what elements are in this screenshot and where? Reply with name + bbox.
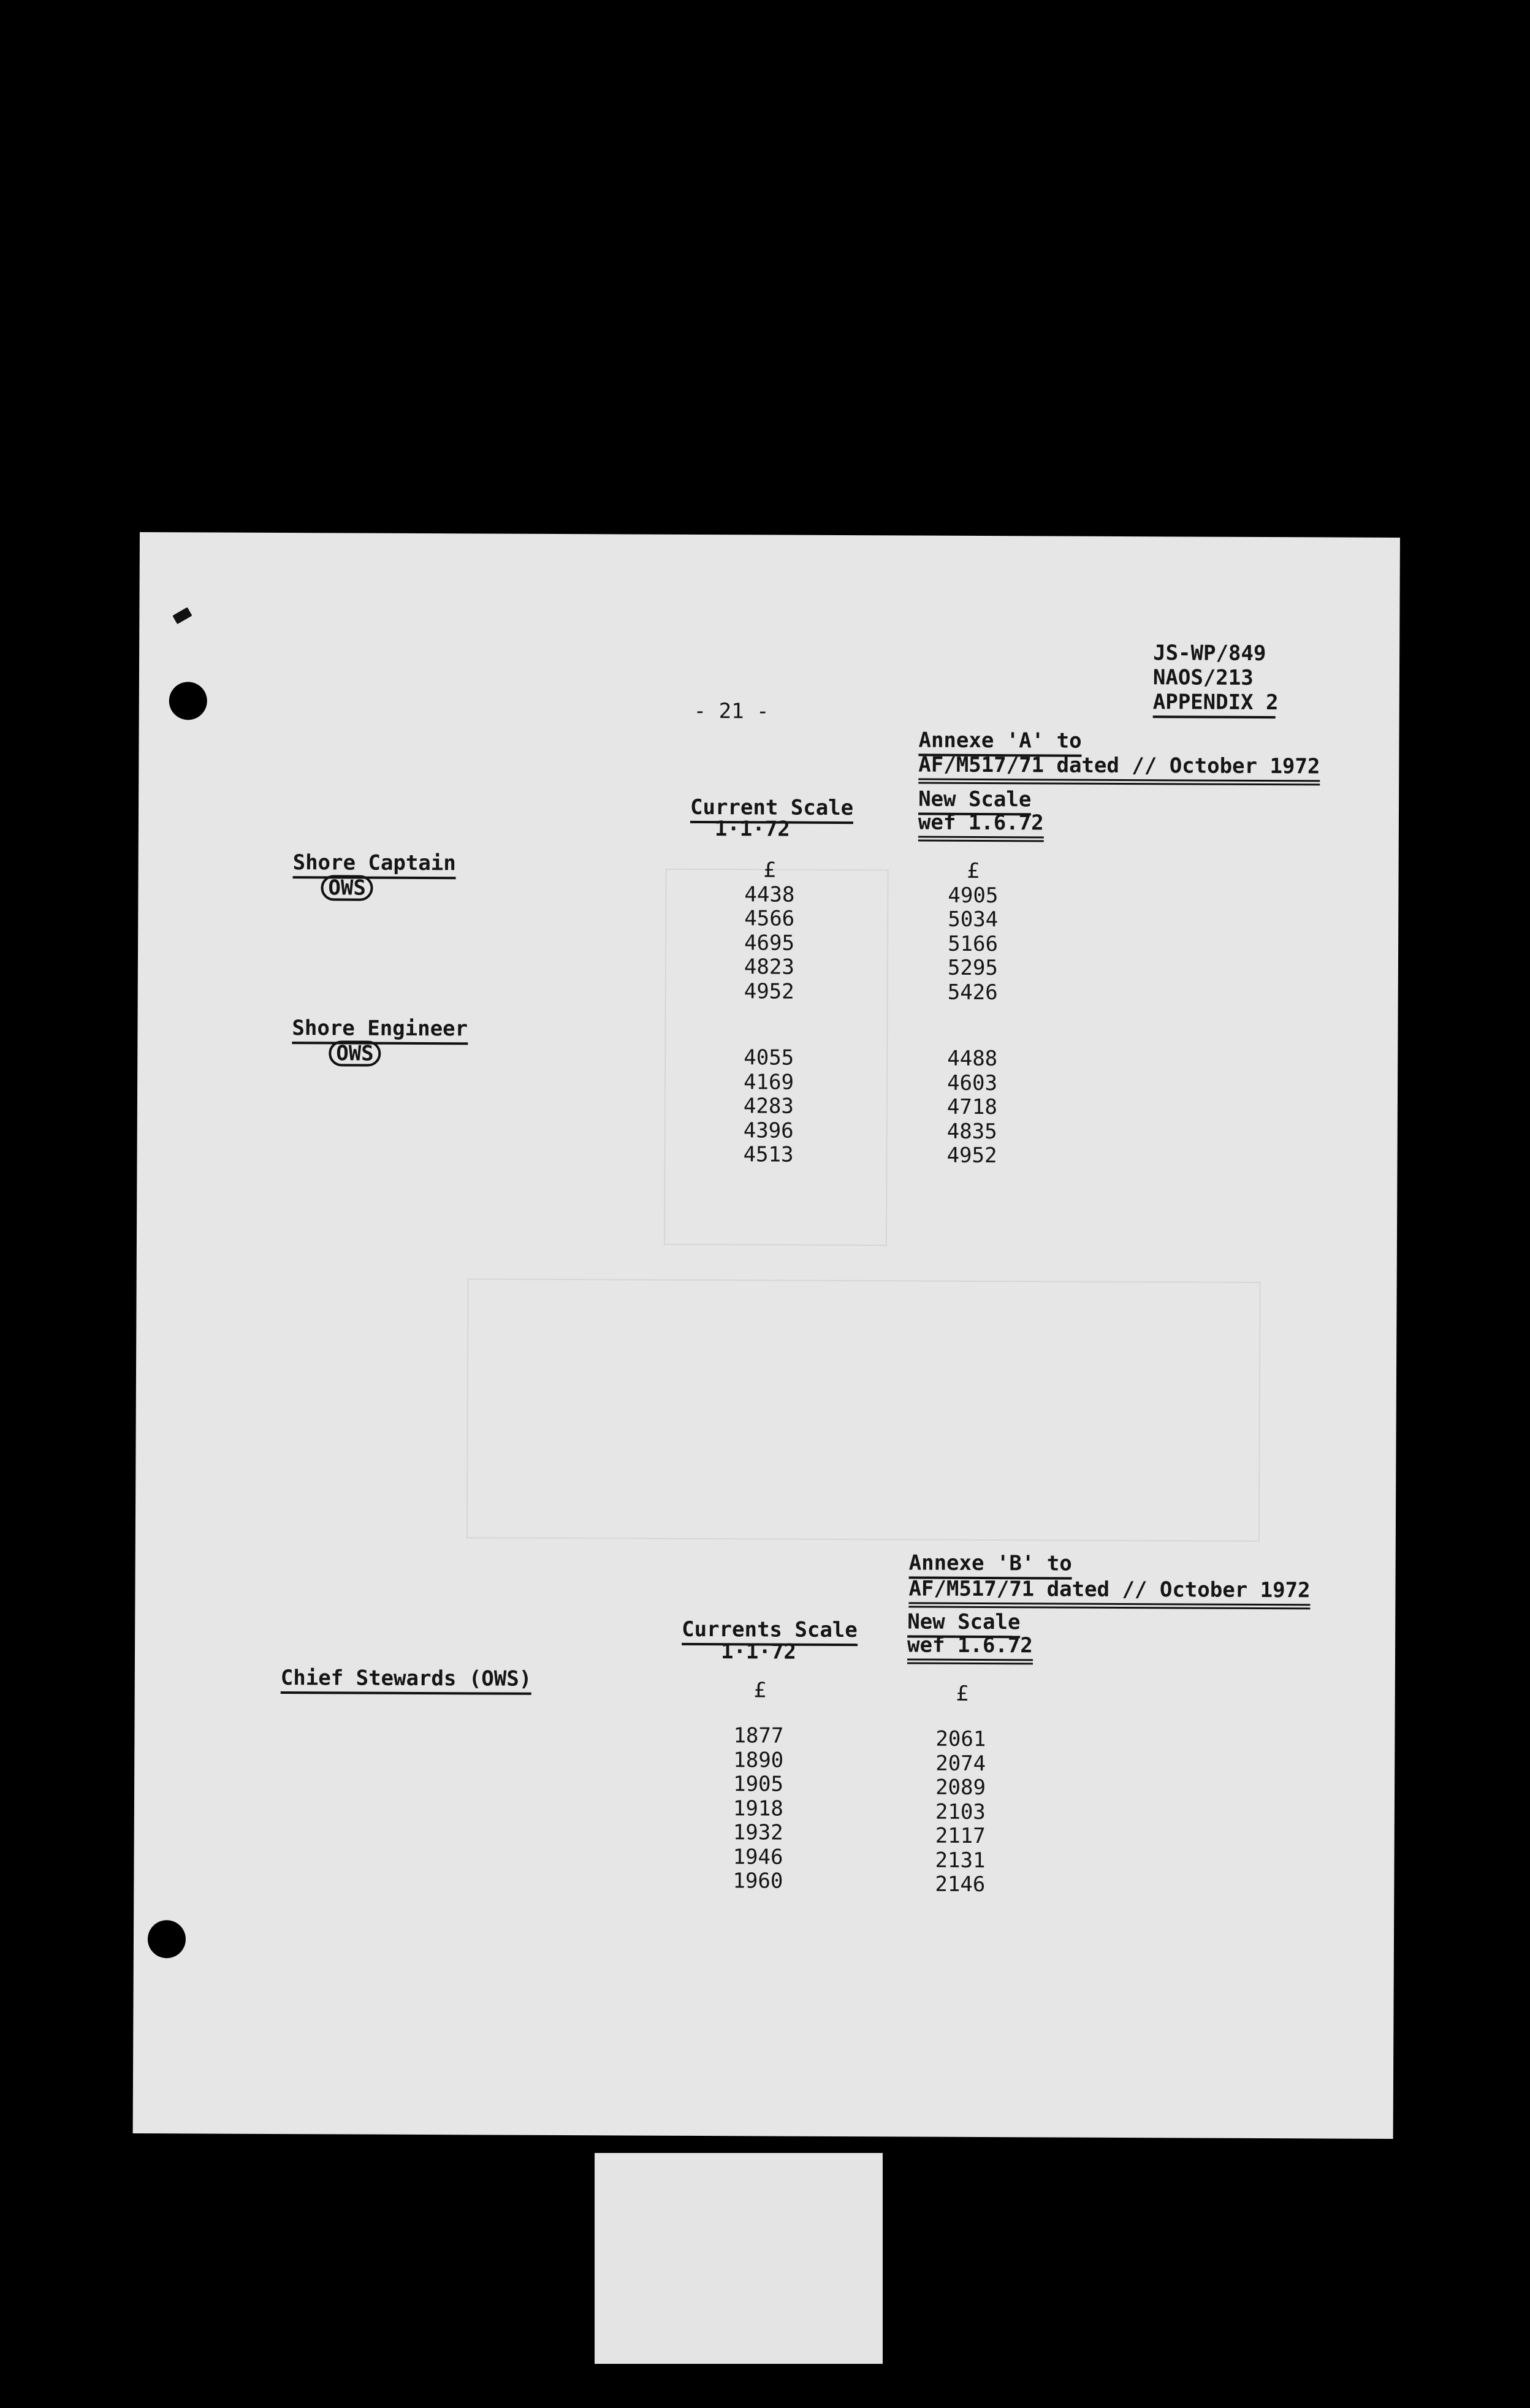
new-value: 2061 bbox=[935, 1726, 986, 1752]
new-value: 4905 bbox=[948, 883, 999, 908]
current-value: 4695 bbox=[744, 930, 795, 956]
current-value: 4283 bbox=[743, 1094, 794, 1119]
new-value: 2117 bbox=[935, 1823, 986, 1849]
annex-b-current-scale-date: 1·1·72 bbox=[720, 1639, 796, 1664]
current-value: 1890 bbox=[733, 1747, 784, 1773]
chief-stewards-currency-current: £ bbox=[753, 1678, 767, 1703]
new-value: 2146 bbox=[935, 1872, 986, 1897]
chief-stewards-currency-new: £ bbox=[956, 1681, 969, 1706]
punch-hole-top bbox=[169, 682, 207, 720]
new-value: 4952 bbox=[946, 1143, 997, 1168]
annex-b-new-scale-label: New Scale bbox=[907, 1609, 1020, 1638]
new-value: 5426 bbox=[947, 980, 998, 1005]
current-value: 4513 bbox=[743, 1142, 794, 1167]
new-value: 5295 bbox=[947, 955, 998, 981]
new-value: 5034 bbox=[948, 907, 999, 932]
current-value: 4396 bbox=[743, 1118, 794, 1143]
chief-stewards-current-column bbox=[696, 1724, 820, 1894]
current-value: 1918 bbox=[733, 1796, 783, 1821]
new-value: 4603 bbox=[947, 1070, 998, 1095]
grade-chief-stewards: Chief Stewards (OWS) bbox=[281, 1666, 532, 1695]
annex-b-ref-code: AF/M517/71 bbox=[908, 1576, 1035, 1602]
document-page bbox=[133, 532, 1400, 2139]
current-value: 4952 bbox=[744, 978, 794, 1004]
current-value: 1946 bbox=[733, 1844, 783, 1870]
shore-captain-current-column bbox=[708, 858, 831, 1004]
annex-b-new-scale-date: wef 1.6.72 bbox=[907, 1633, 1033, 1664]
reference-line: APPENDIX 2 bbox=[1152, 690, 1279, 715]
punch-hole-bottom bbox=[148, 1920, 186, 1958]
annex-b-ref-date: dated // October 1972 bbox=[1046, 1577, 1311, 1603]
annex-a-current-scale-label: Current Scale bbox=[690, 795, 853, 824]
shore-captain-new-column bbox=[912, 859, 1035, 1005]
new-value: 2089 bbox=[935, 1775, 986, 1800]
current-value: 4438 bbox=[744, 882, 795, 907]
current-value: 1877 bbox=[733, 1723, 784, 1748]
annex-a-new-scale-date: wef 1.6.72 bbox=[918, 810, 1044, 842]
annex-a-reference: AF/M517/71 dated // October 1972 bbox=[918, 753, 1320, 786]
current-value: 4055 bbox=[744, 1045, 794, 1070]
reference-line: NAOS/213 bbox=[1152, 665, 1254, 690]
reference-line: JS-WP/849 bbox=[1153, 641, 1266, 666]
current-value: 1932 bbox=[733, 1820, 783, 1845]
new-value: 4488 bbox=[947, 1046, 998, 1072]
current-value: 1905 bbox=[733, 1772, 784, 1797]
page-number: - 21 - bbox=[693, 698, 769, 724]
blank-target-card bbox=[595, 2153, 883, 2364]
reference-underline bbox=[1153, 715, 1276, 718]
grade-shore-captain: Shore Captain bbox=[293, 850, 456, 879]
current-value: 4823 bbox=[744, 954, 794, 980]
current-value: 1960 bbox=[733, 1869, 783, 1894]
new-value: 4718 bbox=[946, 1094, 997, 1120]
annex-a-title: Annexe 'A' to bbox=[918, 728, 1081, 757]
shore-engineer-new-column bbox=[910, 1046, 1033, 1168]
chief-stewards-new-column bbox=[899, 1727, 1022, 1897]
shore-engineer-current-column bbox=[707, 1046, 830, 1167]
new-value: 2103 bbox=[935, 1799, 986, 1824]
new-value: 5166 bbox=[948, 931, 999, 956]
faint-frame bbox=[466, 1278, 1261, 1542]
new-value: 4835 bbox=[946, 1119, 997, 1144]
grade-tag: OWS bbox=[329, 1040, 381, 1066]
annex-a-current-scale-date: 1·1·72 bbox=[714, 817, 790, 842]
current-value: 4169 bbox=[744, 1069, 794, 1095]
ink-mark bbox=[172, 607, 192, 624]
new-value: 2131 bbox=[935, 1848, 986, 1873]
annex-b-title: Annexe 'B' to bbox=[909, 1550, 1072, 1579]
new-value: 2074 bbox=[935, 1751, 986, 1776]
grade-shore-engineer: Shore Engineer bbox=[292, 1016, 468, 1045]
current-value: 4566 bbox=[744, 906, 795, 931]
annex-b-reference bbox=[908, 1576, 1310, 1609]
grade-tag: OWS bbox=[321, 875, 373, 901]
annex-b-current-scale-label: Currents Scale bbox=[682, 1617, 858, 1646]
annex-a-new-scale-label: New Scale bbox=[918, 787, 1031, 816]
currency-symbol: £ bbox=[967, 858, 980, 883]
currency-symbol: £ bbox=[763, 858, 776, 883]
